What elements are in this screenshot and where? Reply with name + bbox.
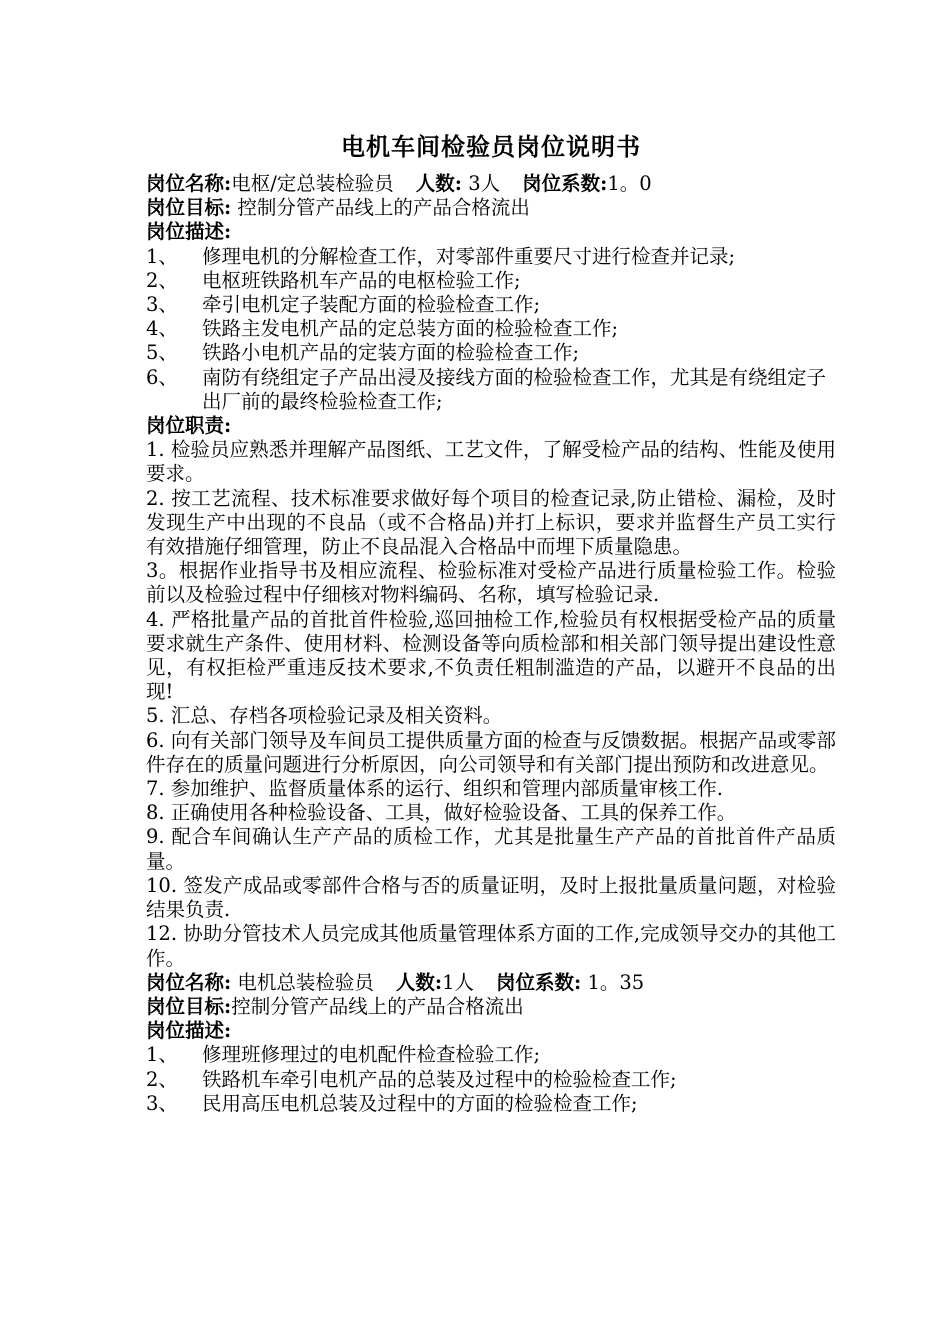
post-goal-value: 控制分管产品线上的产品合格流出	[231, 994, 524, 1018]
duty-paragraph: 12. 协助分管技术人员完成其他质量管理体系方面的工作,完成领导交办的其他工作。	[146, 922, 836, 970]
post-name-value: 电机总装检验员	[237, 970, 374, 994]
duty-paragraph: 6. 向有关部门领导及车间员工提供质量方面的检查与反馈数据。根据产品或零部件存在的质量问题进行分析原因，向公司领导和有关部门提出预防和改进意见。	[146, 728, 836, 776]
duty-paragraph: 8. 正确使用各种检验设备、工具，做好检验设备、工具的保养工作。	[146, 801, 737, 825]
document-page	[146, 130, 836, 1116]
duty-paragraph: 9. 配合车间确认生产产品的质检工作，尤其是批量生产产品的首批首件产品质量。	[146, 825, 836, 873]
desc-item: 6、 南防有绕组定子产品出浸及接线方面的检验检查工作，尤其是有绕组定子出厂前的最终检验检查工作;	[146, 365, 827, 413]
desc-item: 2、 铁路机车牵引电机产品的总装及过程中的检验检查工作;	[146, 1067, 677, 1091]
document-title: 电机车间检验员岗位说明书	[341, 132, 641, 161]
post-goal-line-2	[146, 995, 836, 1019]
post-desc-heading: 岗位描述:	[146, 220, 232, 244]
duty-paragraph: 5. 汇总、存档各项检验记录及相关资料。	[146, 704, 503, 728]
desc-item: 1、 修理班修理过的电机配件检查检验工作;	[146, 1043, 541, 1067]
post-coef-value: 1。0	[607, 172, 652, 195]
post-name-label: 岗位名称:	[146, 970, 232, 994]
post-info-line-1	[146, 172, 836, 196]
post-name-value: 电枢/定总装检验员	[231, 172, 394, 195]
post-coef-label: 岗位系数:	[496, 970, 582, 994]
desc-item: 3、 民用高压电机总装及过程中的方面的检验检查工作;	[146, 1091, 638, 1115]
duty-paragraph: 3。根据作业指导书及相应流程、检验标准对受检产品进行质量检验工作。检验前以及检验过程中仔细核对物料编码、名称，填写检验记录.	[146, 559, 836, 607]
duty-paragraph: 1. 检验员应熟悉并理解产品图纸、工艺文件，了解受检产品的结构、性能及使用要求。	[146, 438, 836, 486]
post-goal-line-1	[146, 196, 836, 220]
headcount-label: 人数:	[415, 172, 462, 195]
headcount-label: 人数:	[395, 970, 443, 994]
post-desc-heading: 岗位描述:	[146, 1019, 232, 1043]
post-goal-value: 控制分管产品线上的产品合格流出	[237, 196, 530, 220]
desc-item: 5、 铁路小电机产品的定装方面的检验检查工作;	[146, 341, 580, 365]
post-coef-label: 岗位系数:	[522, 172, 608, 195]
desc-item: 2、 电枢班铁路机车产品的电枢检验工作;	[146, 268, 521, 292]
post-info-line-2	[146, 971, 836, 995]
duty-paragraph: 2. 按工艺流程、技术标准要求做好每个项目的检查记录,防止错检、漏检，及时发现生产中出现的不良品（或不合格品)并打上标识，要求并监督生产员工实行有效措施仔细管理，防止不良品混入合格品中而埋下质量隐患。	[146, 486, 836, 559]
post-coef-value: 1。35	[587, 970, 645, 994]
desc-item: 3、 牵引电机定子装配方面的检验检查工作;	[146, 293, 541, 317]
duty-paragraph: 7. 参加维护、监督质量体系的运行、组织和管理内部质量审核工作.	[146, 777, 724, 801]
post-goal-label: 岗位目标:	[146, 196, 232, 220]
desc-item: 1、 修理电机的分解检查工作，对零部件重要尺寸进行检查并记录;	[146, 244, 736, 268]
post-name-label: 岗位名称:	[146, 172, 232, 195]
headcount-value: 3人	[468, 172, 501, 195]
post-duty-heading: 岗位职责:	[146, 414, 232, 438]
post-goal-label: 岗位目标:	[146, 994, 232, 1018]
desc-item: 4、 铁路主发电机产品的定总装方面的检验检查工作;	[146, 317, 619, 341]
headcount-value: 1人	[442, 970, 475, 994]
duty-paragraph: 10. 签发产成品或零部件合格与否的质量证明，及时上报批量质量问题，对检验结果负责.	[146, 873, 836, 922]
duty-paragraph: 4. 严格批量产品的首批首件检验,巡回抽检工作,检验员有权根据受检产品的质量要求就生产条件、使用材料、检测设备等向质检部和相关部门领导提出建设性意见，有权拒检严重违反技术要求,不负责任粗制滥造的产品，以避开不良品的出现!	[146, 607, 836, 704]
